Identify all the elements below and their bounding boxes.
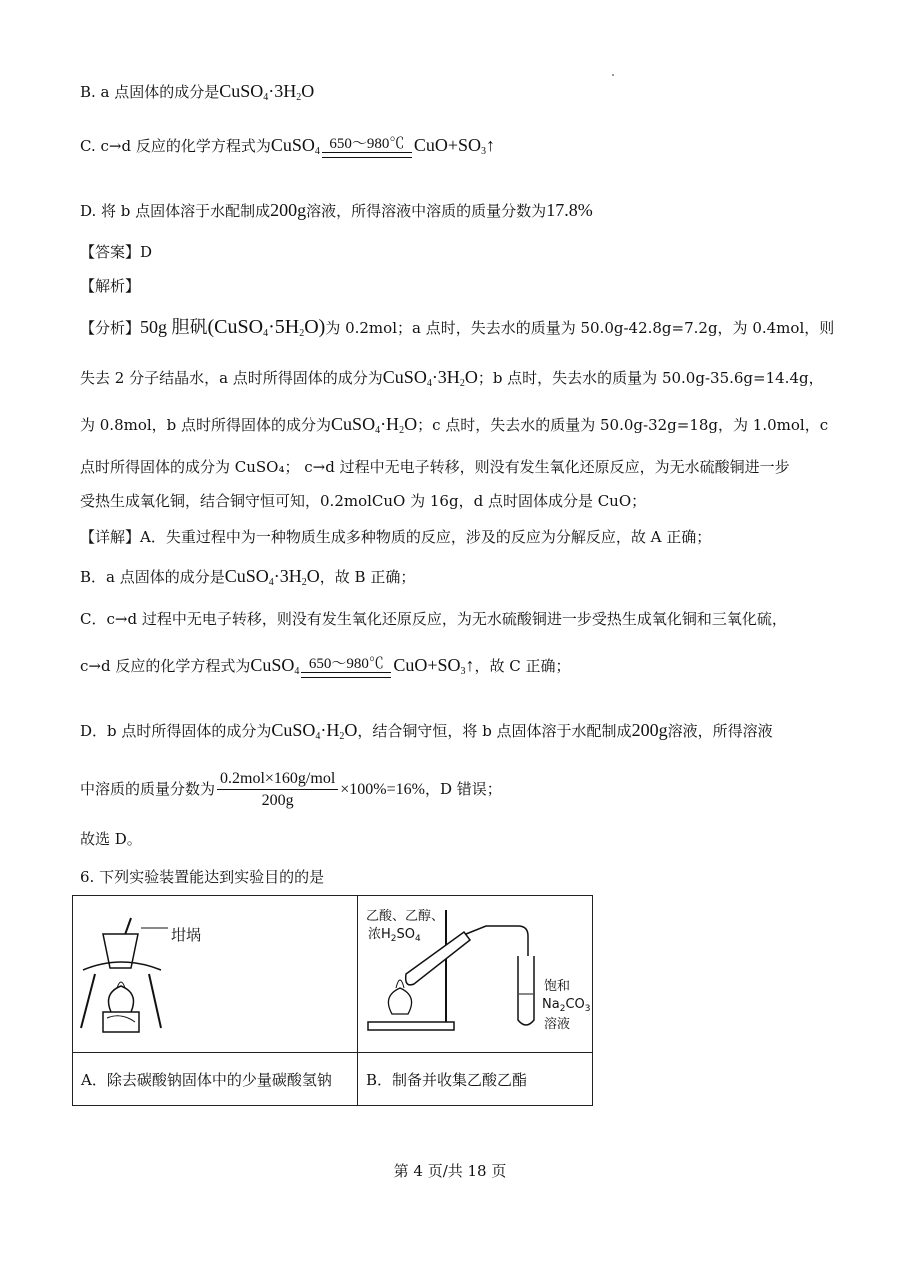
acid-alcohol-label: 乙酸、乙醇、 bbox=[366, 909, 445, 924]
detail-b: B．a 点固体的成分是$CuSO_4\cdot 3H_2O$，故 B 正确； bbox=[80, 566, 416, 588]
option-b bbox=[80, 80, 840, 109]
reactant: CuSO$_4$ bbox=[270, 135, 320, 157]
question-6-stem: 6. 下列实验装置能达到实验目的的是 bbox=[80, 868, 325, 886]
option-d-mid: 溶液，所得溶液中溶质的质量分数为 bbox=[306, 202, 547, 220]
na2co3-label: $Na_2CO_3$ bbox=[542, 997, 591, 1014]
caption-b: B．制备并收集乙酸乙酯 bbox=[358, 1053, 593, 1106]
conc-h2so4-label: 浓$H_2SO_4$ bbox=[368, 927, 421, 944]
percent-value: 17.8% bbox=[546, 200, 593, 220]
analysis-line-5: 受热生成氧化铜，结合铜守恒可知，0.2molCuO 为 16g，d 点时固体成分是 CuO； bbox=[80, 492, 647, 510]
crucible-label: 坩埚 bbox=[171, 926, 202, 944]
detail-d2: 中溶质的质量分数为 $\frac{\text{0.2mol×160g/mol}}{200g}$ ×100%=16%，D 错误； bbox=[80, 764, 840, 815]
option-b-text: B. a 点固体的成分是 bbox=[80, 83, 220, 101]
solution-label: 溶液 bbox=[544, 1017, 571, 1032]
ester-preparation-diagram bbox=[358, 896, 592, 1048]
stray-mark bbox=[612, 74, 614, 76]
fraction: $\frac{\text{0.2mol×160g/mol}}{200g}$ bbox=[217, 769, 338, 812]
detail-d1: D．b 点时所得固体的成分为$CuSO_4\cdot H_2O$，结合铜守恒，将 b 点固体溶于水配制成200g溶液，所得溶液 bbox=[80, 720, 773, 742]
reaction-condition: 650～980℃ bbox=[322, 136, 412, 158]
option-d bbox=[80, 199, 840, 222]
page-footer: 第 4 页/共 18 页 bbox=[393, 1162, 507, 1180]
analysis-line-3: 为 0.8mol，b 点时所得固体的成分为$CuSO_4\cdot H_2O$；c 点时，失去水的质量为 50.0g-32g=18g，为 1.0mol，c bbox=[80, 414, 829, 436]
experiment-table bbox=[72, 895, 593, 1106]
formula-cuso4-3h2o: $CuSO_4\cdot 3H_2O$ bbox=[219, 81, 315, 103]
detail-c1: C．c→d 过程中无电子转移，则没有发生氧化还原反应，为无水硫酸铜进一步受热生成氧化铜和三氧化硫， bbox=[80, 610, 787, 628]
mass-value: 200g bbox=[270, 200, 307, 220]
apparatus-b bbox=[358, 896, 593, 1053]
conclusion: 故选 D。 bbox=[80, 830, 142, 848]
analysis-title: 【解析】 bbox=[80, 277, 141, 295]
detail-c2: c→d 反应的化学方程式为CuSO$_4$ 650～980℃ $CuO+SO_3↑$，故 C 正确； bbox=[80, 655, 571, 677]
answer: 【答案】D bbox=[80, 243, 153, 261]
option-d-text: D. 将 b 点固体溶于水配制成 bbox=[80, 202, 271, 220]
saturated-label: 饱和 bbox=[544, 979, 571, 994]
analysis-line-2: 失去 2 分子结晶水，a 点时所得固体的成分为$CuSO_4\cdot 3H_2O$；b 点时，失去水的质量为 50.0g-35.6g=14.4g， bbox=[80, 367, 824, 389]
option-c bbox=[80, 130, 840, 167]
caption-a: A．除去碳酸钠固体中的少量碳酸氢钠 bbox=[73, 1053, 358, 1106]
crucible-heating-diagram bbox=[73, 896, 357, 1048]
detail-a: 【详解】A．失重过程中为一种物质生成多种物质的反应，涉及的反应为分解反应，故 A 正确； bbox=[80, 528, 712, 546]
analysis-line-4: 点时所得固体的成分为 CuSO₄； c→d 过程中无电子转移，则没有发生氧化还原反应，为无水硫酸铜进一步 bbox=[80, 458, 790, 476]
analysis-line-1: 【分析】50g 胆矾$(CuSO_4\cdot 5H_2O)$为 0.2mol；a 点时，失去水的质量为 50.0g-42.8g=7.2g，为 0.4mol，则 bbox=[80, 316, 835, 339]
products: $CuO+SO_3↑$ bbox=[413, 135, 496, 157]
apparatus-a bbox=[73, 896, 358, 1053]
option-c-text: C. c→d 反应的化学方程式为 bbox=[80, 137, 271, 155]
